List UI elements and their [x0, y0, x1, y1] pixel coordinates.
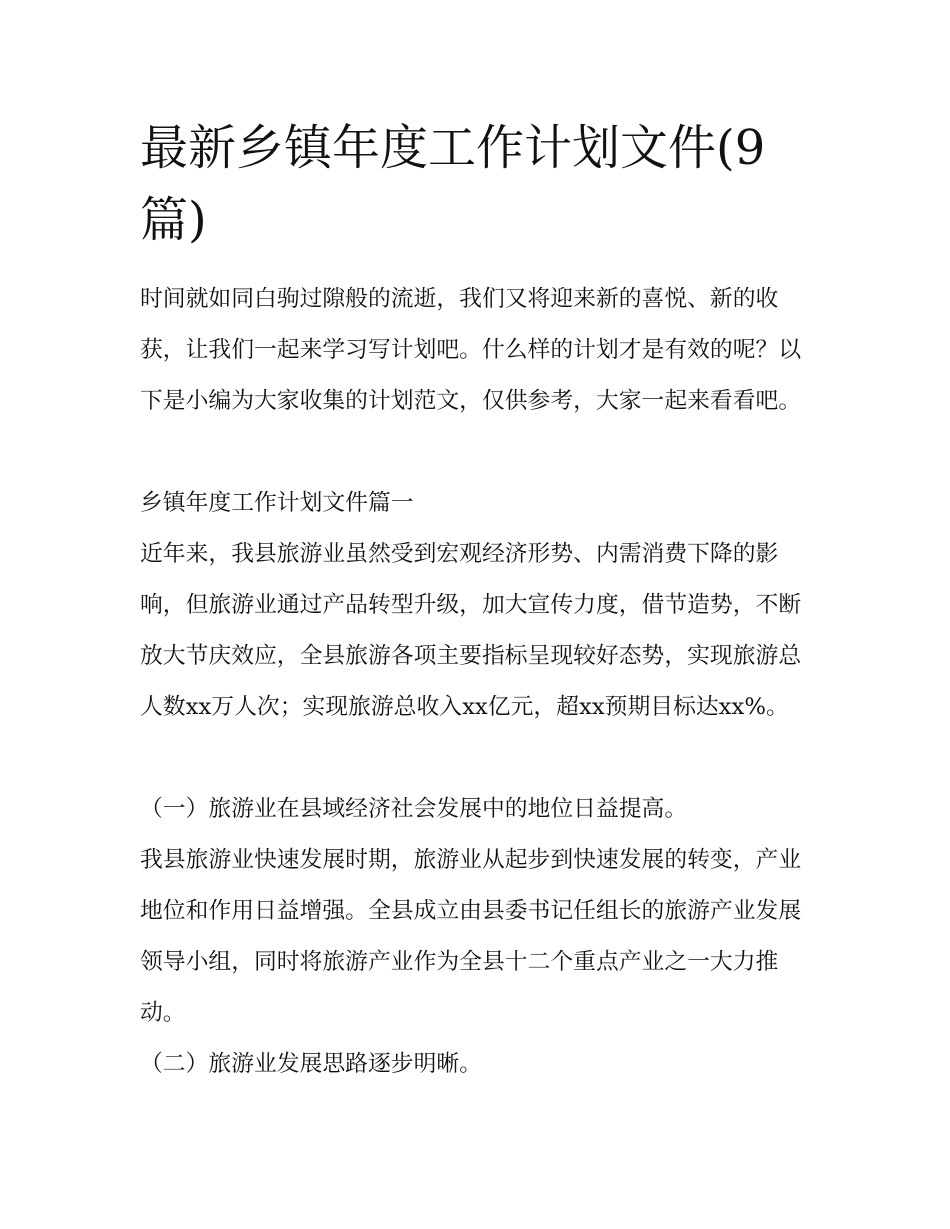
intro-paragraph: 时间就如同白驹过隙般的流逝，我们又将迎来新的喜悦、新的收获，让我们一起来学习写计划吧。什么样的计划才是有效的呢？以下是小编为大家收集的计划范文，仅供参考，大家一起来看看吧。	[140, 286, 802, 414]
section-heading: 乡镇年度工作计划文件篇一	[140, 490, 414, 516]
subsection-heading: （二）旅游业发展思路逐步明晰。	[140, 1051, 482, 1077]
body-paragraph: 近年来，我县旅游业虽然受到宏观经济形势、内需消费下降的影响，但旅游业通过产品转型升级，加大宣传力度，借节造势，不断放大节庆效应，全县旅游各项主要指标呈现较好态势，实现旅游总人数xx万人次；实现旅游总收入xx亿元，超xx预期目标达xx%。	[140, 541, 802, 720]
body-paragraph: 我县旅游业快速发展时期，旅游业从起步到快速发展的转变，产业地位和作用日益增强。全县成立由县委书记任组长的旅游产业发展领导小组，同时将旅游产业作为全县十二个重点产业之一大力推动。	[140, 847, 802, 1026]
subsection-heading: （一）旅游业在县域经济社会发展中的地位日益提高。	[140, 796, 688, 822]
document-title: 最新乡镇年度工作计划文件(9篇)	[140, 120, 766, 248]
